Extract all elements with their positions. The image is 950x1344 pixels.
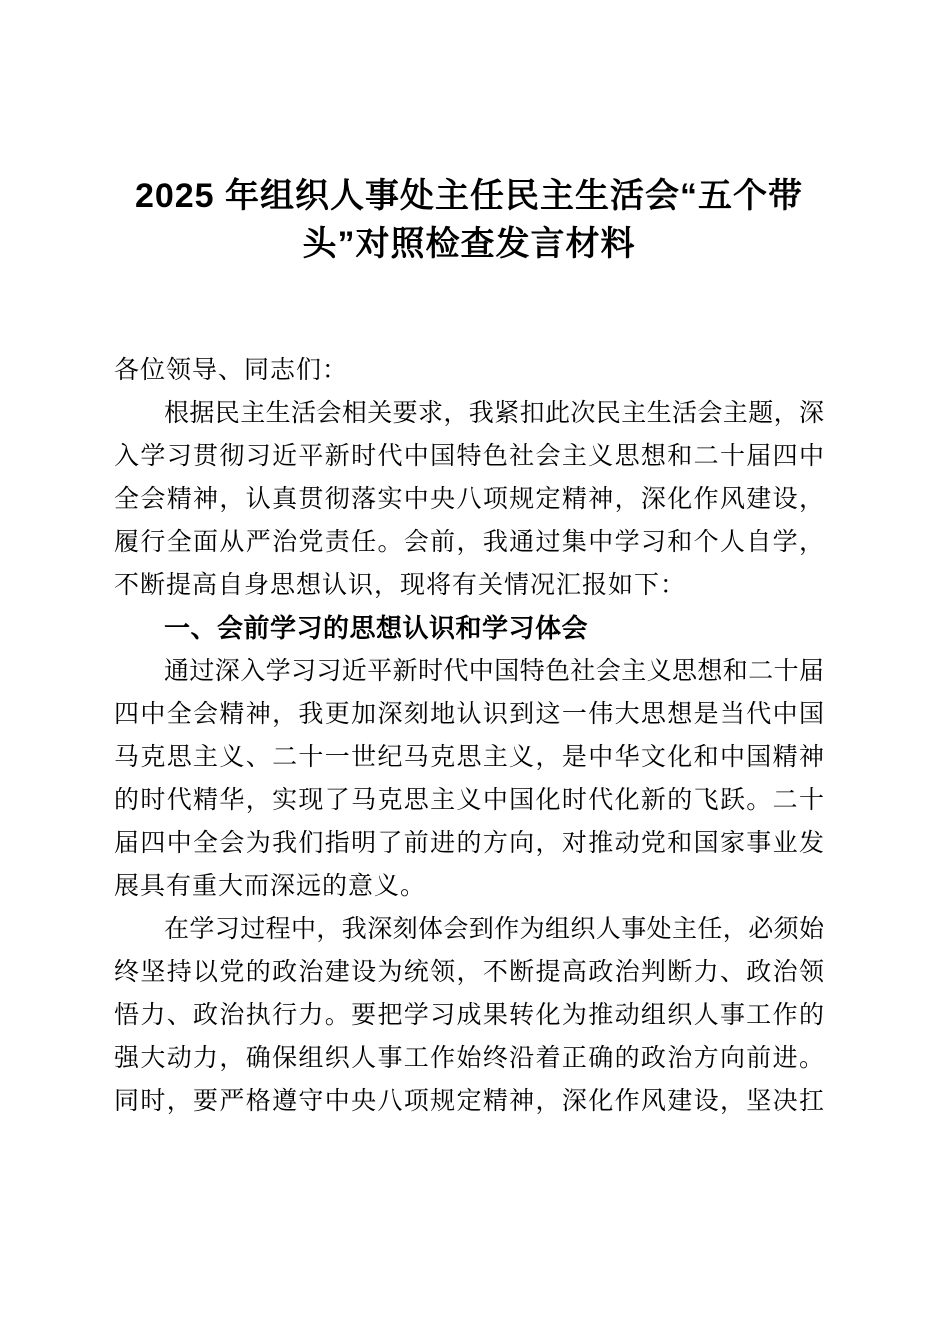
- text-line: 展具有重大而深远的意义。: [114, 873, 427, 900]
- text-line: 在学习过程中，我深刻体会到作为组织人事处主任，必须始: [164, 916, 824, 943]
- text-line: 不断提高自身思想认识，现将有关情况汇报如下：: [114, 572, 687, 599]
- text-line: 同时，要严格遵守中央八项规定精神，深化作风建设，坚决扛: [114, 1088, 824, 1115]
- text-line: 的时代精华，实现了马克思主义中国化时代化新的飞跃。二十: [114, 787, 824, 814]
- text-line: 终坚持以党的政治建设为统领，不断提高政治判断力、政治领: [114, 959, 824, 986]
- title-line: 头”对照检查发言材料: [302, 225, 636, 263]
- salutation-line: 各位领导、同志们：: [114, 357, 349, 384]
- text-line: 全会精神，认真贯彻落实中央八项规定精神，深化作风建设，: [114, 486, 824, 513]
- text-line: 悟力、政治执行力。要把学习成果转化为推动组织人事工作的: [114, 1002, 824, 1029]
- title-line: 2025 年组织人事处主任民主生活会“五个带: [134, 177, 804, 215]
- text-line: 通过深入学习习近平新时代中国特色社会主义思想和二十届: [164, 658, 824, 685]
- text-line: 入学习贯彻习近平新时代中国特色社会主义思想和二十届四中: [114, 443, 824, 470]
- text-line: 四中全会精神，我更加深刻地认识到这一伟大思想是当代中国: [114, 701, 824, 728]
- document-body: [114, 349, 824, 1123]
- page-title: [114, 172, 824, 268]
- text-line: 根据民主生活会相关要求，我紧扣此次民主生活会主题，深: [164, 400, 824, 427]
- text-line: 履行全面从严治党责任。会前，我通过集中学习和个人自学，: [114, 529, 824, 556]
- section-heading: 一、会前学习的思想认识和学习体会: [164, 613, 589, 643]
- text-line: 届四中全会为我们指明了前进的方向，对推动党和国家事业发: [114, 830, 824, 857]
- text-line: 强大动力，确保组织人事工作始终沿着正确的政治方向前进。: [114, 1045, 824, 1072]
- text-line: 马克思主义、二十一世纪马克思主义，是中华文化和中国精神: [114, 744, 824, 771]
